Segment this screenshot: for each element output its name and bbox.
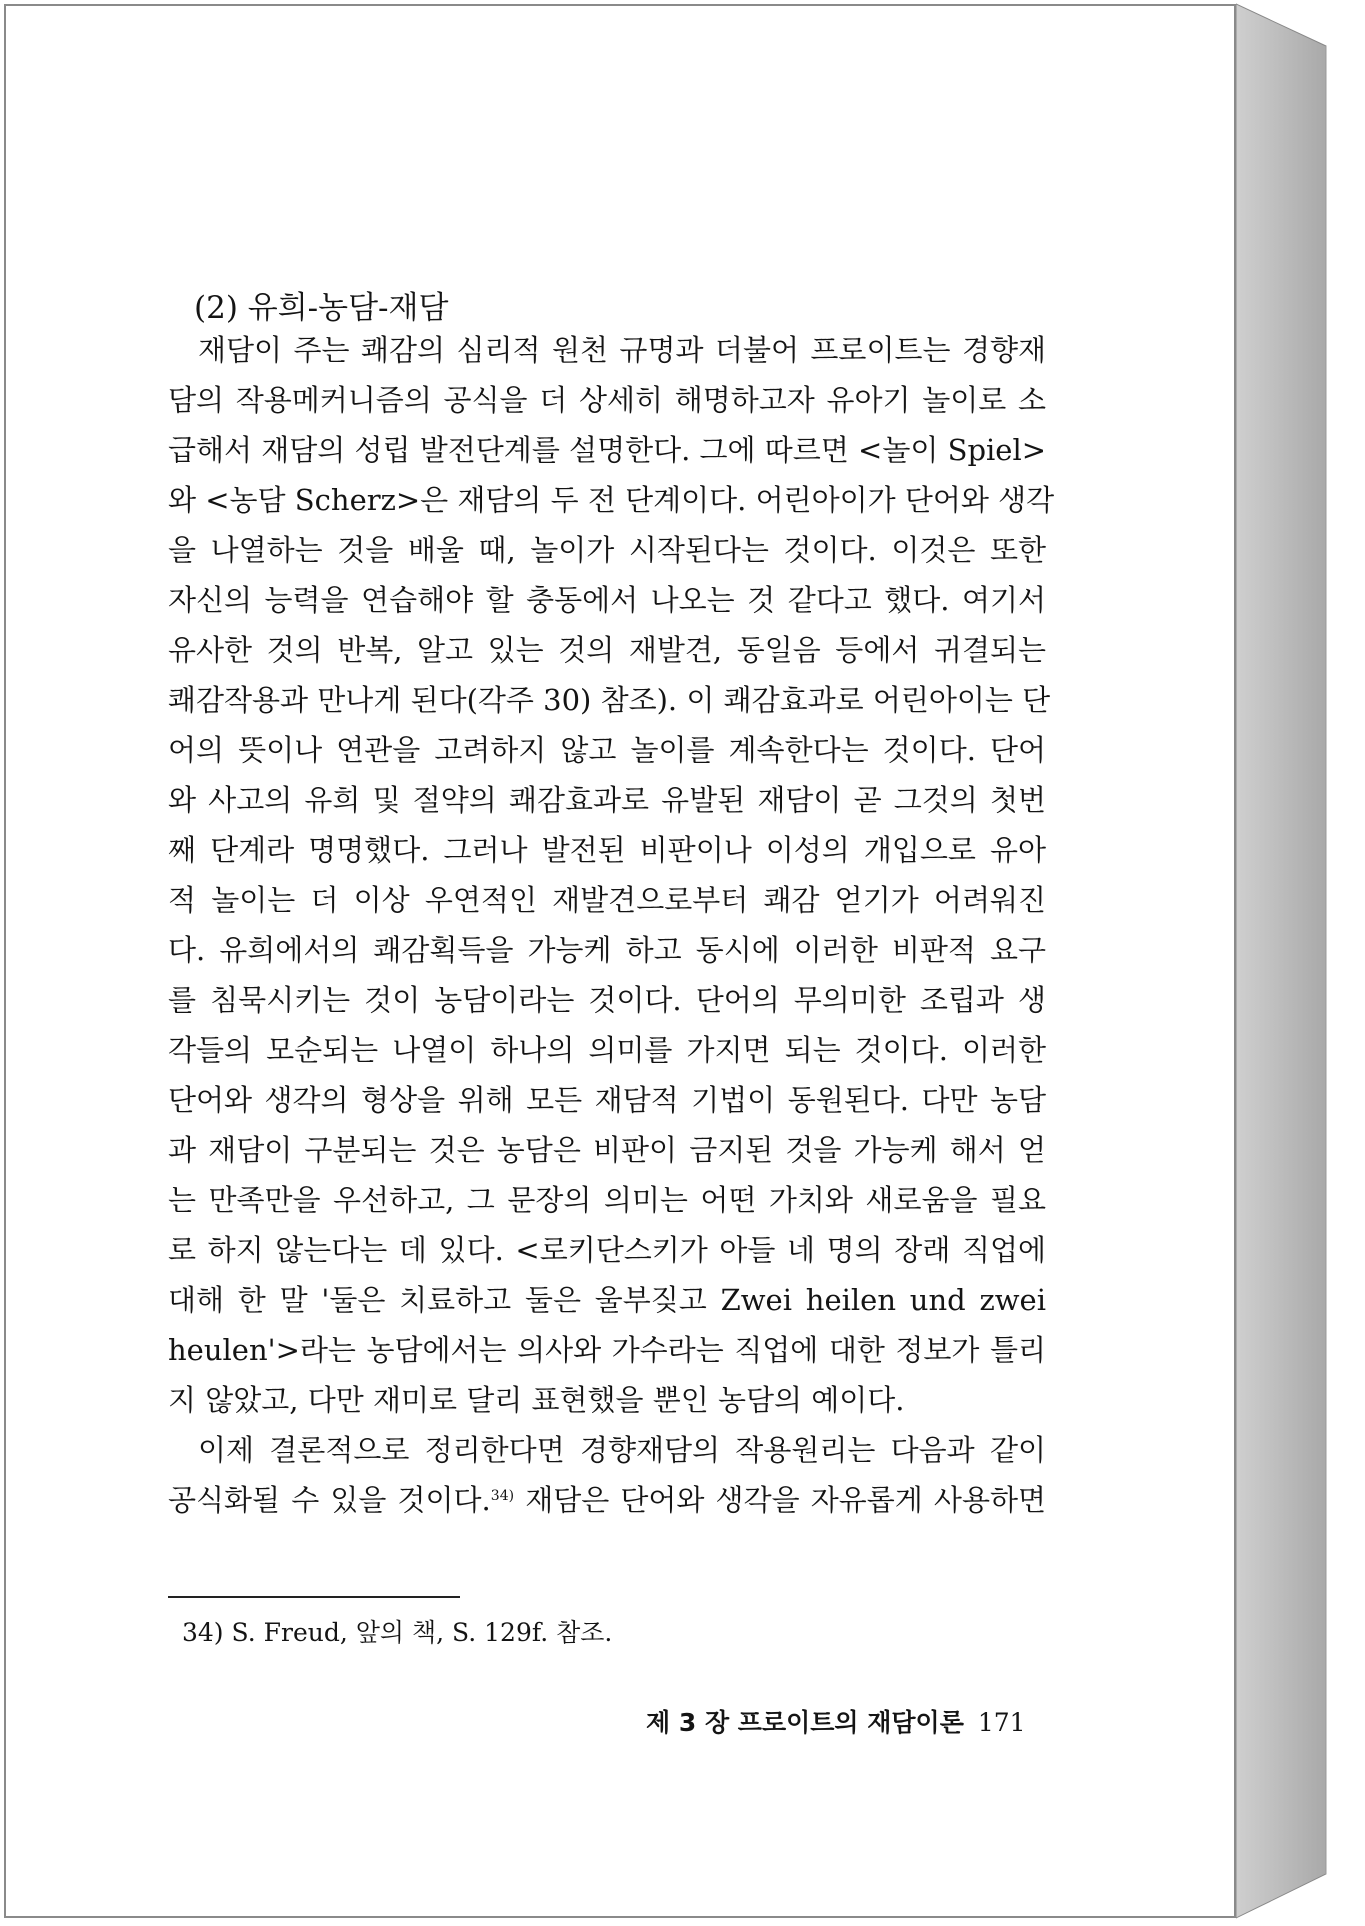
section-heading: (2) 유희-농담-재담: [194, 290, 449, 326]
paragraph-line: 이제 결론적으로 정리한다면 경향재담의 작용원리는 다음과 같이: [198, 1433, 1046, 1467]
paragraph-line: 지 않았고, 다만 재미로 달리 표현했을 뿐인 농담의 예이다.: [168, 1383, 905, 1417]
paragraph-text: 공식화될 수 있을 것이다.: [168, 1483, 491, 1517]
book-page: [4, 4, 1236, 1918]
paragraph-line: 단어와 생각의 형상을 위해 모든 재담적 기법이 동원된다. 다만 농담: [168, 1083, 1046, 1117]
paragraph-line: 다. 유희에서의 쾌감획득을 가능케 하고 동시에 이러한 비판적 요구: [168, 933, 1046, 967]
paragraph-line: 는 만족만을 우선하고, 그 문장의 의미는 어떤 가치와 새로움을 필요: [168, 1183, 1046, 1217]
paragraph-line-with-footnote: [168, 1480, 1046, 1520]
running-footer: [646, 1706, 1026, 1740]
page-number: 171: [977, 1708, 1026, 1737]
paragraph-line: 자신의 능력을 연습해야 할 충동에서 나오는 것 같다고 했다. 여기서: [168, 583, 1046, 617]
paragraph-line: 담의 작용메커니즘의 공식을 더 상세히 해명하고자 유아기 놀이로 소: [168, 383, 1046, 417]
paragraph-line: 각들의 모순되는 나열이 하나의 의미를 가지면 되는 것이다. 이러한: [168, 1033, 1046, 1067]
paragraph-line: 를 침묵시키는 것이 농담이라는 것이다. 단어의 무의미한 조립과 생: [168, 983, 1046, 1017]
paragraph-line: 어의 뜻이나 연관을 고려하지 않고 놀이를 계속한다는 것이다. 단어: [168, 733, 1046, 767]
paragraph-line: 와 <농담 Scherz>은 재담의 두 전 단계이다. 어린아이가 단어와 생각: [168, 483, 1055, 517]
paragraph-line: 대해 한 말 '둘은 치료하고 둘은 울부짖고 Zwei heilen und zwei: [168, 1283, 1046, 1317]
paragraph-line: 쾌감작용과 만나게 된다(각주 30) 참조). 이 쾌감효과로 어린아이는 단: [168, 683, 1051, 717]
paragraph-line: 째 단계라 명명했다. 그러나 발전된 비판이나 이성의 개입으로 유아: [168, 833, 1046, 867]
paragraph-line: 유사한 것의 반복, 알고 있는 것의 재발견, 동일음 등에서 귀결되는: [168, 633, 1046, 667]
footnote: 34) S. Freud, 앞의 책, S. 129f. 참조.: [182, 1618, 613, 1647]
book-spine-edge: [1236, 0, 1365, 1926]
paragraph-line: 와 사고의 유희 및 절약의 쾌감효과로 유발된 재담이 곧 그것의 첫번: [168, 783, 1046, 817]
paragraph-text: 재담은 단어와 생각을 자유롭게 사용하면: [514, 1483, 1046, 1517]
paragraph-line: 을 나열하는 것을 배울 때, 놀이가 시작된다는 것이다. 이것은 또한: [168, 533, 1046, 567]
paragraph-line: heulen'>라는 농담에서는 의사와 가수라는 직업에 대한 정보가 틀리: [168, 1333, 1046, 1367]
paragraph-line: 적 놀이는 더 이상 우연적인 재발견으로부터 쾌감 얻기가 어려워진: [168, 883, 1046, 917]
footnote-reference: 34): [490, 1488, 515, 1504]
paragraph-line: 과 재담이 구분되는 것은 농담은 비판이 금지된 것을 가능케 해서 얻: [168, 1133, 1046, 1167]
paragraph-line: 로 하지 않는다는 데 있다. <로키단스키가 아들 네 명의 장래 직업에: [168, 1233, 1046, 1267]
paragraph-line: 재담이 주는 쾌감의 심리적 원천 규명과 더불어 프로이트는 경향재: [198, 333, 1046, 367]
paragraph-line: 급해서 재담의 성립 발전단계를 설명한다. 그에 따르면 <놀이 Spiel>: [168, 433, 1047, 467]
chapter-title: 제 3 장 프로이트의 재담이론: [646, 1708, 964, 1737]
footnote-divider: [168, 1596, 460, 1598]
